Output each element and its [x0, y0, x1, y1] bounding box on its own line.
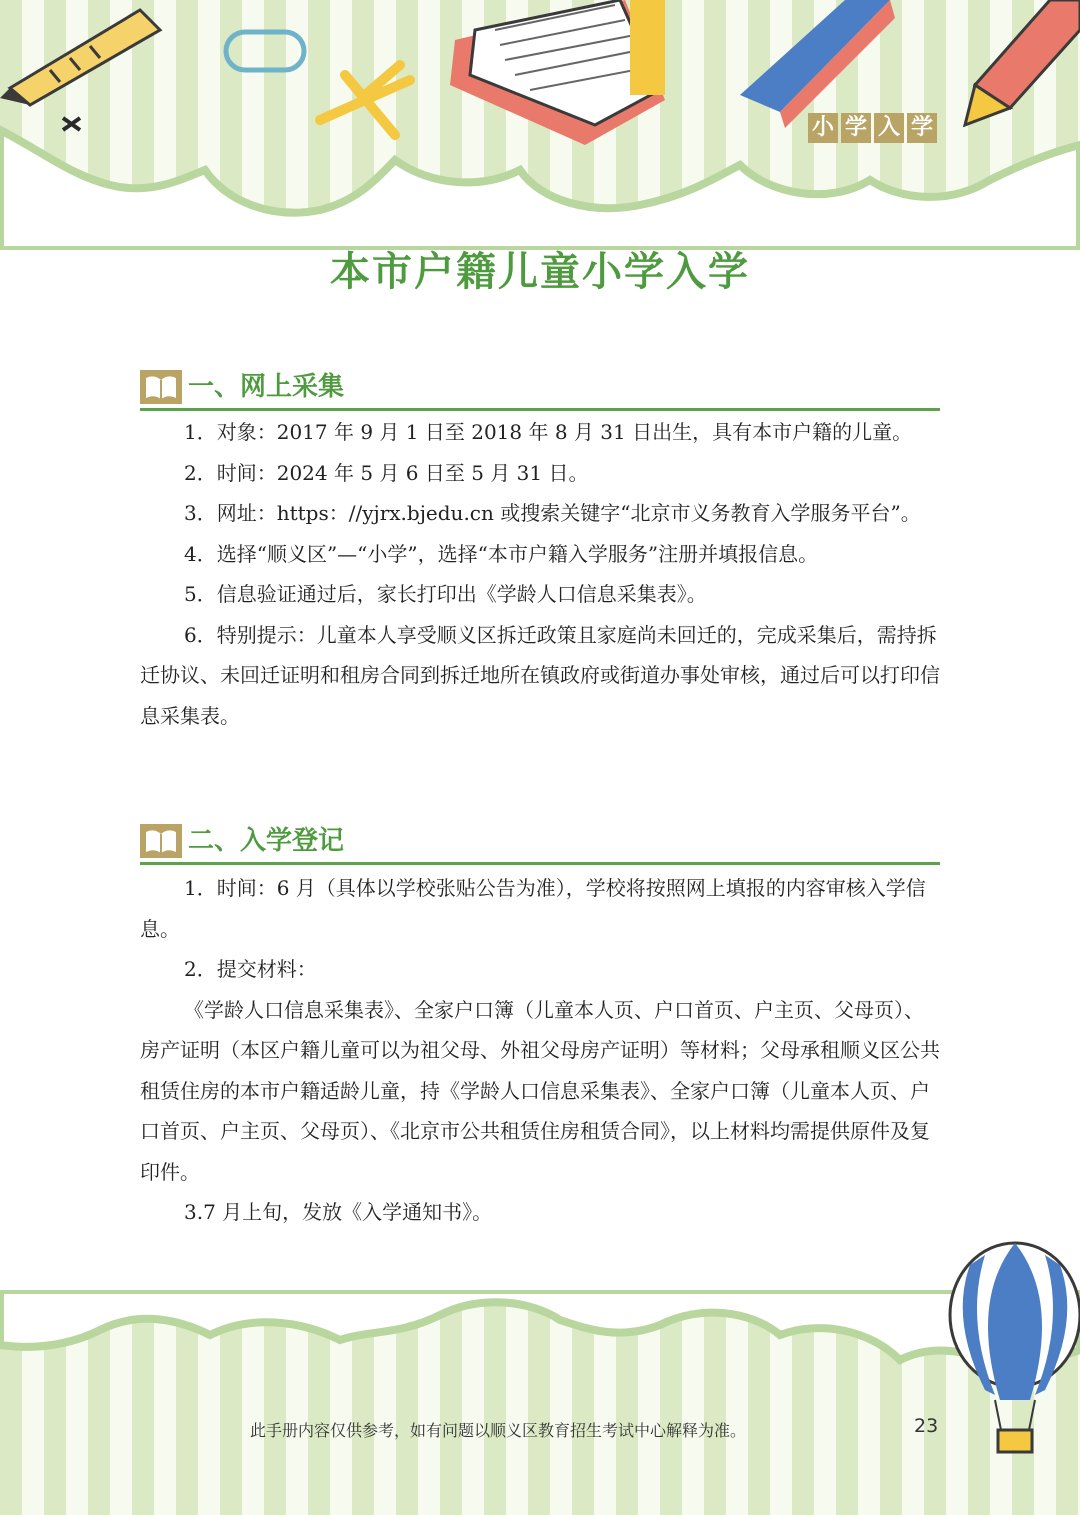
- list-item: 1．对象：2017 年 9 月 1 日至 2018 年 8 月 31 日出生，具有本市户籍的儿童。: [184, 420, 913, 444]
- section-title: 一、网上采集: [188, 372, 345, 402]
- tag-char: 学: [907, 113, 937, 143]
- page-number: 23: [914, 1415, 939, 1437]
- page-title: 本市户籍儿童小学入学: [330, 249, 750, 295]
- list-item: 6．特别提示：儿童本人享受顺义区拆迁政策且家庭尚未回迁的，完成采集后，需持拆迁协议、未回迁证明和租房合同到拆迁地所在镇政府或街道办事处审核，通过后可以打印信息采集表。: [140, 622, 940, 728]
- list-item: 2．提交材料：: [184, 957, 317, 981]
- section1-content: [140, 412, 940, 736]
- tag-char: 学: [841, 113, 871, 143]
- section2-content: [140, 868, 940, 1233]
- list-item: 3．网址：https：//yjrx.bjedu.cn 或搜索关键字“北京市义务教育入学服务平台”。: [184, 501, 921, 525]
- sticks-icon: [320, 65, 410, 135]
- footer-note: 此手册内容仅供参考，如有问题以顺义区教育招生考试中心解释为准。: [250, 1421, 747, 1440]
- list-item: 《学龄人口信息采集表》、全家户口簿（儿童本人页、户口首页、户主页、父母页）、房产证明（本区户籍儿童可以为祖父母、外祖父母房产证明）等材料；父母承租顺义区公共租赁住房的本市户籍适龄儿童，持《学龄人口信息采集表》、全家户口簿（儿童本人页、户口首页、户主页、父母页）、《北京市公共租赁住房租赁合同》，以上材料均需提供原件及复印件。: [140, 997, 940, 1184]
- ruler-icon: [965, 0, 1080, 125]
- tag-char: 小: [808, 113, 838, 143]
- section-heading-registration: [140, 822, 940, 865]
- paperclip-icon: [226, 32, 304, 70]
- list-item: 2．时间：2024 年 5 月 6 日至 5 月 31 日。: [184, 460, 589, 485]
- book-icon: [140, 370, 182, 404]
- hot-air-balloon-icon: [940, 1240, 1080, 1460]
- book-icon: [740, 0, 895, 128]
- notebook-icon: [450, 0, 665, 145]
- category-tag: [808, 113, 937, 143]
- list-item: 5．信息验证通过后，家长打印出《学龄人口信息采集表》。: [184, 582, 707, 606]
- section-heading-online-collection: [140, 368, 940, 411]
- list-item: 1．时间：6 月（具体以学校张贴公告为准），学校将按照网上填报的内容审核入学信息。: [140, 876, 926, 941]
- book-icon: [140, 824, 182, 858]
- footer-wave: [0, 1290, 1080, 1515]
- list-item: 3.7 月上旬，发放《入学通知书》。: [184, 1200, 493, 1224]
- list-item: 4．选择“顺义区”—“小学”，选择“本市户籍入学服务”注册并填报信息。: [184, 541, 819, 566]
- section-title: 二、入学登记: [188, 826, 345, 856]
- tag-char: 入: [874, 113, 904, 143]
- pencil-icon: [0, 10, 160, 105]
- cross-mark-icon: [63, 118, 80, 130]
